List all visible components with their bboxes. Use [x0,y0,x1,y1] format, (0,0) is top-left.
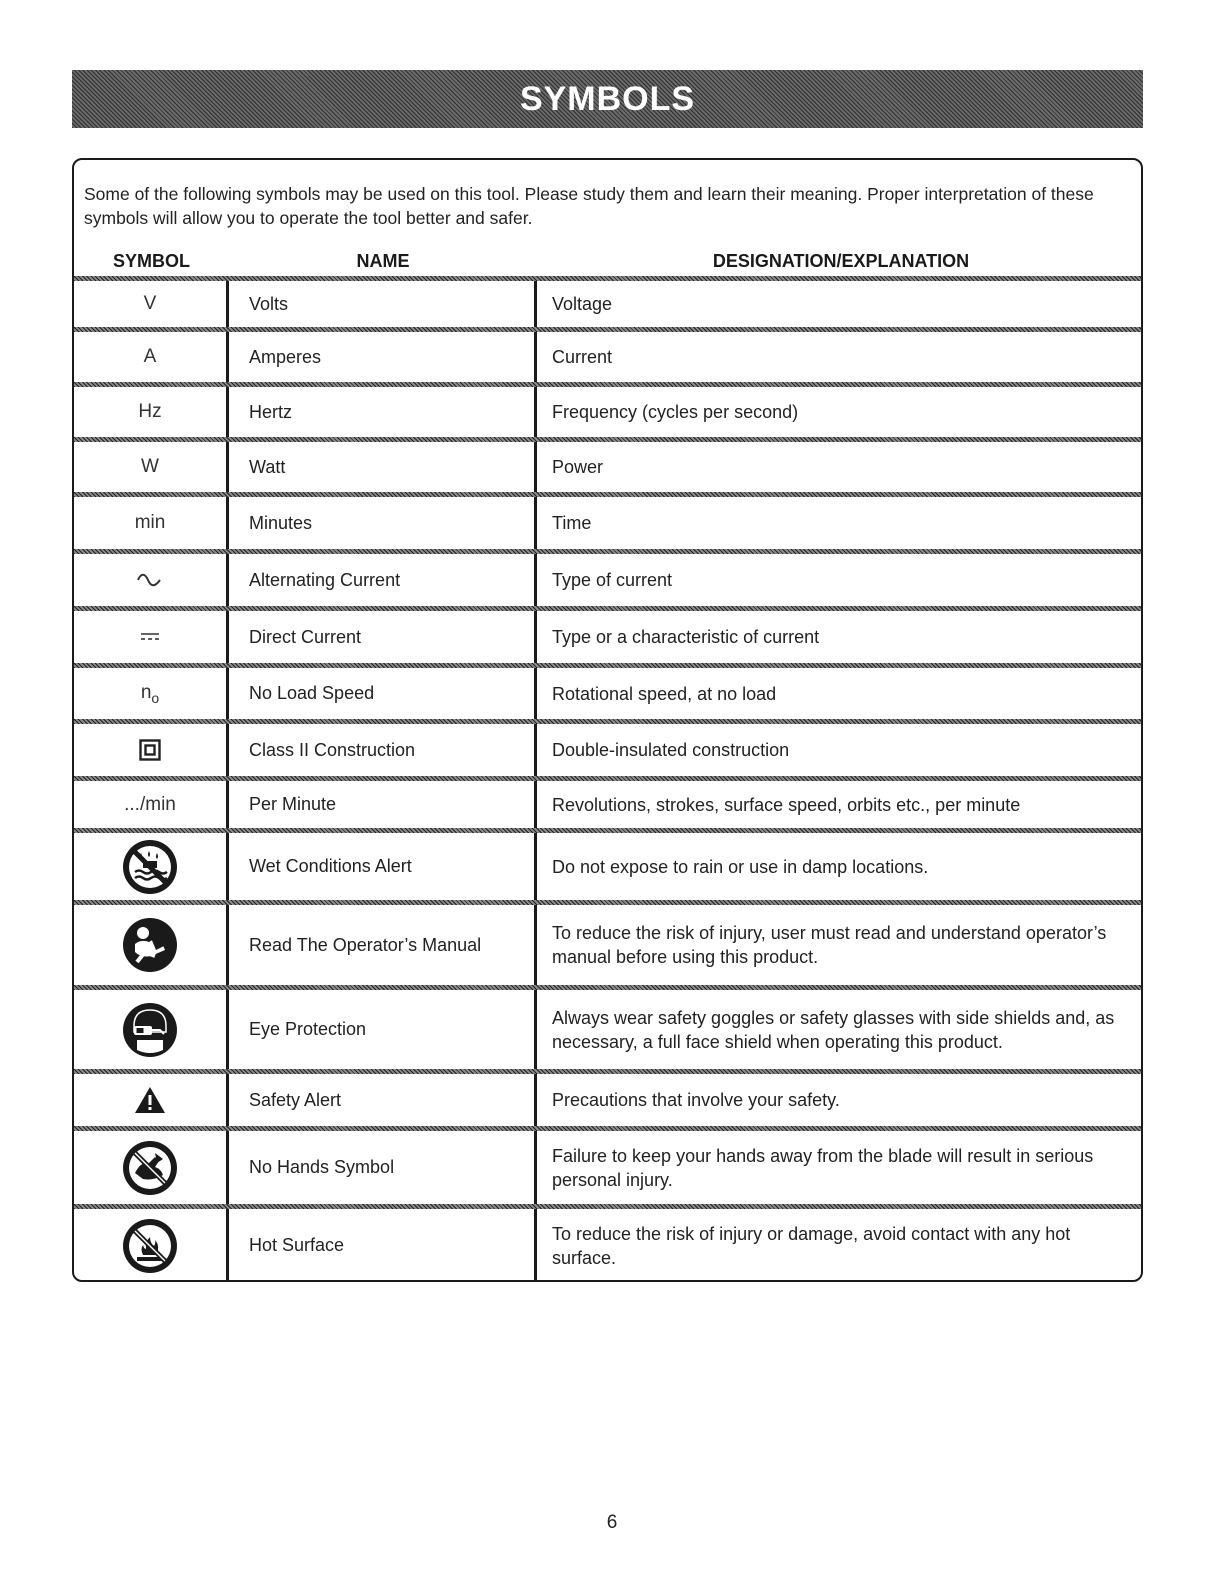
symbol-cell [74,611,229,663]
symbol-cell [74,668,229,719]
symbol-cell [74,905,229,985]
symbol-cell [74,990,229,1069]
name-cell [229,442,537,492]
name-cell [229,281,537,327]
page-number: 6 [606,1512,618,1533]
symbol-cell [74,332,229,382]
symbol-explanation: Rotational speed, at no load [552,683,777,704]
symbol-name: Eye Protection [249,1019,367,1039]
table-row [74,781,1143,828]
symbol-name: Wet Conditions Alert [249,856,412,876]
table-row [74,281,1143,327]
name-cell [229,1209,537,1282]
symbol-name: Hot Surface [249,1235,345,1255]
alternating-current-icon [135,570,165,590]
symbol-text: A [143,346,157,367]
desc-cell [537,1131,1143,1204]
no-hands-icon [121,1139,179,1197]
symbol-name: Read The Operator’s Manual [249,934,482,955]
symbol-text: min [134,512,166,533]
symbol-explanation: Voltage [552,294,613,314]
symbol-text: Hz [138,401,162,422]
table-row [74,833,1143,900]
read-manual-icon [121,916,179,974]
desc-cell [537,554,1143,606]
symbol-name: Class II Construction [249,739,416,760]
symbol-text: n [140,681,152,703]
symbol-cell [74,497,229,549]
name-cell [229,1131,537,1204]
desc-cell [537,833,1143,900]
safety-alert-icon [134,1086,166,1114]
table-row [74,1074,1143,1126]
symbol-name: Alternating Current [249,569,401,590]
symbol-cell [74,833,229,900]
symbol-explanation: Time [552,513,592,533]
header-symbol: SYMBOL [112,251,190,271]
symbol-explanation: Double-insulated construction [552,740,790,760]
eye-protection-icon [121,1000,179,1060]
symbol-name: Minutes [249,512,313,533]
table-row [74,387,1143,437]
class-ii-construction-icon [139,739,161,761]
name-cell [229,833,537,900]
name-cell [229,1074,537,1126]
desc-cell [537,332,1143,382]
symbol-name: Amperes [249,346,322,367]
symbol-explanation: Frequency (cycles per second) [552,402,799,422]
header-explanation: DESIGNATION/EXPLANATION [712,251,970,271]
symbol-explanation: Current [552,347,613,367]
desc-cell [537,1074,1143,1126]
symbol-explanation: Type of current [552,570,673,590]
symbol-name: Watt [249,456,286,477]
symbol-text: W [141,456,159,477]
symbol-text: .../min [124,793,176,815]
symbol-explanation: Type or a characteristic of current [552,627,820,647]
symbol-explanation: Failure to keep your hands away from the blade will result in serious personal injury. [552,1145,1094,1190]
table-row [74,724,1143,776]
desc-cell [537,611,1143,663]
name-cell [229,668,537,719]
intro-paragraph: Some of the following symbols may be used on this tool. Please study them and learn their meaning. Proper interpretation of these symbols will allow you to operate the tool better and safer. [84,184,1094,228]
symbol-cell [74,781,229,828]
desc-cell [537,668,1143,719]
symbol-cell [74,281,229,327]
no-load-speed-symbol [141,682,159,706]
symbol-name: No Load Speed [249,683,375,703]
header-name: NAME [356,251,410,271]
table-row [74,668,1143,719]
symbol-explanation: Do not expose to rain or use in damp locations. [552,856,929,877]
desc-cell [537,281,1143,327]
table-row [74,442,1143,492]
name-cell [229,905,537,985]
table-row [74,332,1143,382]
symbol-name: Volts [249,293,289,314]
desc-cell [537,442,1143,492]
symbol-explanation: Revolutions, strokes, surface speed, orbits etc., per minute [552,794,1021,815]
name-cell [229,724,537,776]
symbol-cell [74,554,229,606]
name-cell [229,781,537,828]
wet-conditions-icon [121,838,179,896]
symbol-cell [74,724,229,776]
symbol-name: Safety Alert [249,1089,342,1110]
symbol-name: Direct Current [249,626,362,647]
name-cell [229,387,537,437]
table-row [74,990,1143,1069]
symbols-table-frame [72,158,1143,1282]
desc-cell [537,990,1143,1069]
symbol-cell [74,387,229,437]
symbol-explanation: Precautions that involve your safety. [552,1090,840,1110]
symbol-cell [74,1131,229,1204]
name-cell [229,497,537,549]
symbol-explanation: Always wear safety goggles or safety glasses with side shields and, as necessary, a full face shield when operating this product. [552,1007,1115,1052]
symbol-text: V [143,293,157,314]
desc-cell [537,905,1143,985]
symbol-name: Per Minute [249,794,337,814]
name-cell [229,554,537,606]
symbol-subscript: o [151,689,160,706]
symbol-explanation: To reduce the risk of injury or damage, avoid contact with any hot surface. [552,1223,1071,1268]
table-row [74,554,1143,606]
table-row [74,905,1143,985]
name-cell [229,611,537,663]
desc-cell [537,724,1143,776]
symbol-cell [74,1209,229,1282]
table-row [74,1209,1143,1282]
symbol-name: No Hands Symbol [249,1157,395,1177]
page-title: SYMBOLS [519,79,696,118]
name-cell [229,990,537,1069]
symbols-banner [72,70,1143,128]
desc-cell [537,781,1143,828]
desc-cell [537,1209,1143,1282]
symbol-cell [74,442,229,492]
direct-current-icon [139,631,161,643]
hot-surface-icon [121,1217,179,1275]
symbol-explanation: To reduce the risk of injury, user must read and understand operator’s manual before using this product. [552,923,1107,967]
desc-cell [537,387,1143,437]
symbol-name: Hertz [249,401,293,422]
desc-cell [537,497,1143,549]
table-row [74,1131,1143,1204]
name-cell [229,332,537,382]
symbol-explanation: Power [552,457,604,477]
table-row [74,497,1143,549]
table-row [74,611,1143,663]
symbol-cell [74,1074,229,1126]
